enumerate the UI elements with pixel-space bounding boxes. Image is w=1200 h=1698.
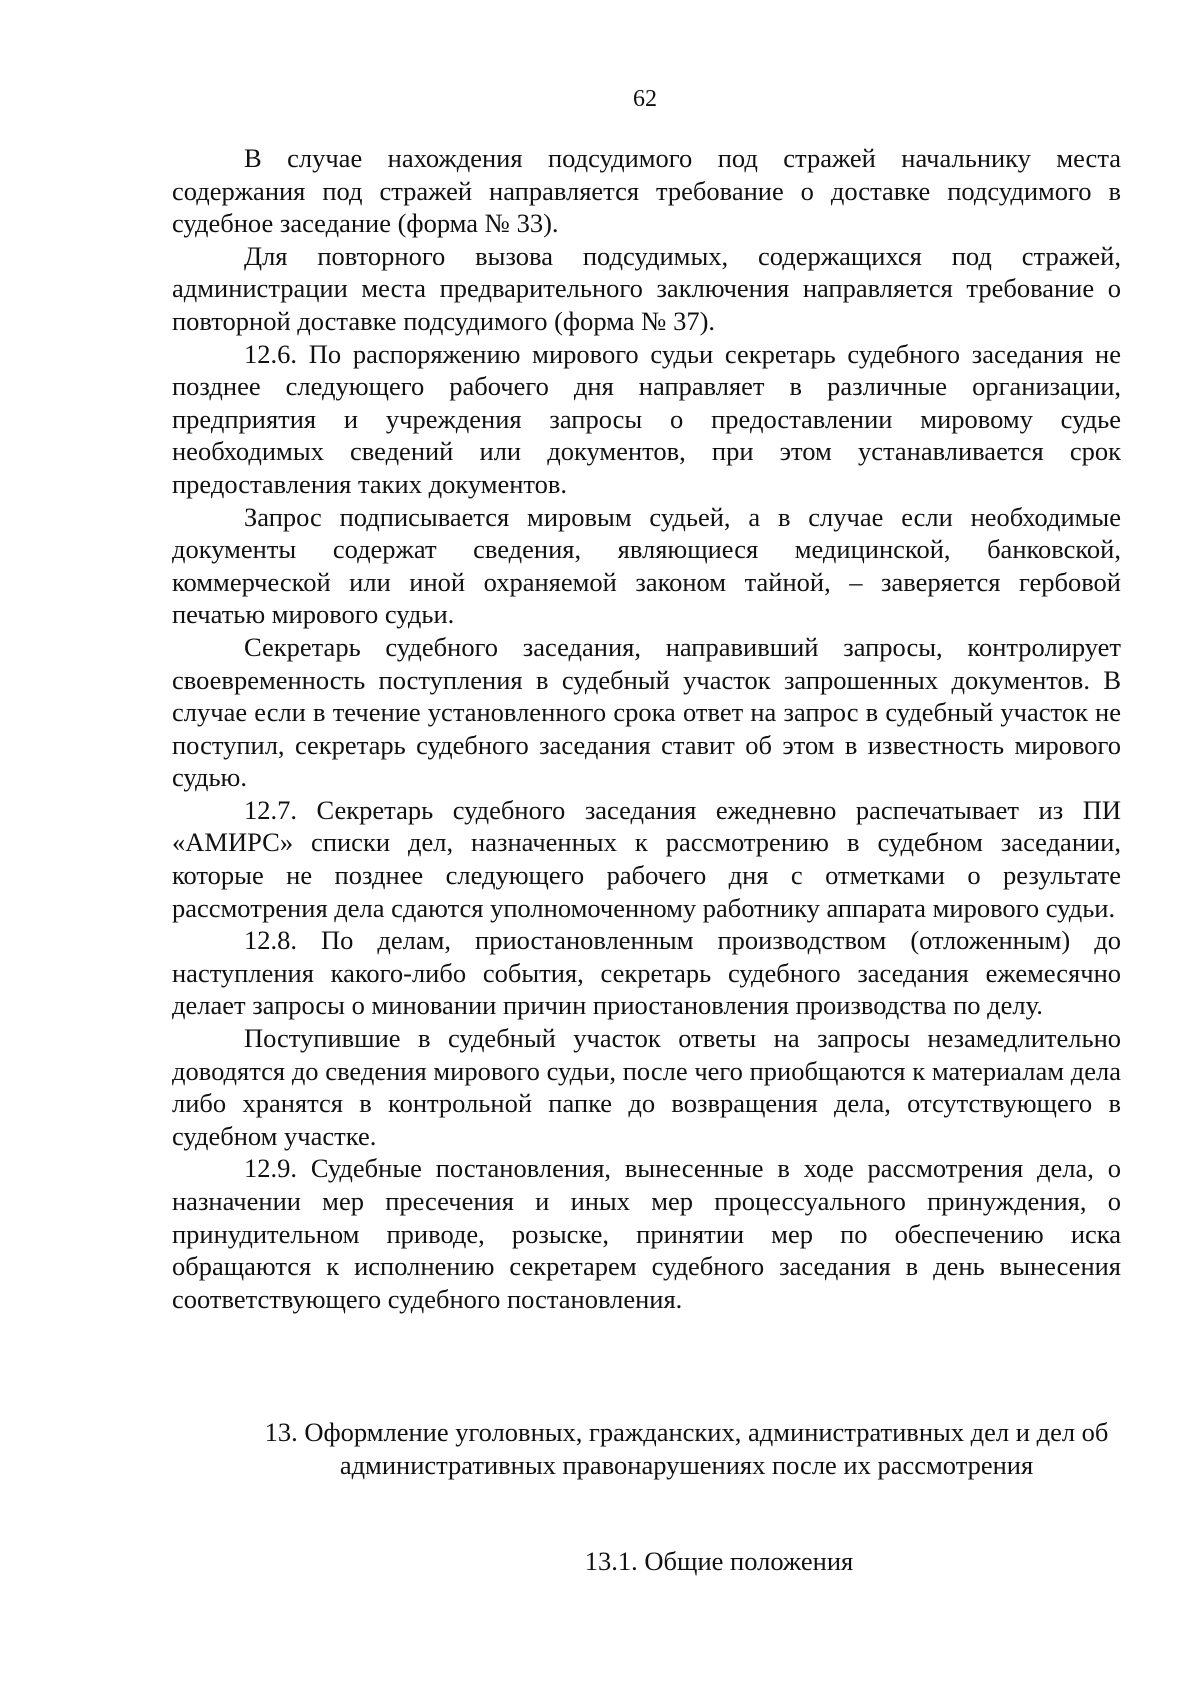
paragraph-12-8: 12.8. По делам, приостановленным производством (отложенным) до наступления какого-либо события, секретарь судебного заседания ежемесячно делает запросы о миновании причин приостановления производства по делу. [172, 925, 1121, 1021]
paragraph-12-7: 12.7. Секретарь судебного заседания ежедневно распечатывает из ПИ «АМИРС» списки дел, назначенных к рассмотрению в судебном заседании, которые не позднее следующего рабочего дня с отметками о результате рассмотрения дела сдаются уполномоченному работнику аппарата мирового судьи. [172, 794, 1121, 923]
paragraph-defendant-custody: В случае нахождения подсудимого под стражей начальнику места содержания под стражей направляется требование о доставке подсудимого в судебное заседание (форма № 33). [172, 143, 1121, 239]
subsection-heading: 13.1. Общие положения [584, 1546, 854, 1576]
paragraph-secretary-control: Секретарь судебного заседания, направивший запросы, контролирует своевременность поступления в судебный участок запрошенных документов. В случае если в течение установленного срока ответ на запрос в судебный участок не поступил, секретарь судебного заседания ставит об этом в известность мирового судью. [172, 631, 1121, 793]
paragraph-responses: Поступившие в судебный участок ответы на запросы незамедлительно доводятся до сведения мирового судьи, после чего приобщаются к материалам дела либо хранятся в контрольной папке до возвращения дела, отсутствующего в судебном участке. [172, 1023, 1121, 1151]
paragraph-12-6: 12.6. По распоряжению мирового судьи секретарь судебного заседания не позднее следующего рабочего дня направляет в различные организации, предприятия и учреждения запросы о предоставлении мировому судье необходимых сведений или документов, при этом устанавливается срок предоставления таких документов. [172, 338, 1121, 499]
body-text [172, 142, 1121, 1315]
paragraph-repeat-summons: Для повторного вызова подсудимых, содержащихся под стражей, администрации места предварительного заключения направляется требование о повторной доставке подсудимого (форма № 37). [172, 240, 1121, 336]
paragraph-12-9: 12.9. Судебные постановления, вынесенные в ходе рассмотрения дела, о назначении мер пресечения и иных мер процессуального принуждения, о принудительном приводе, розыске, принятии мер по обеспечению иска обращаются к исполнению секретарем судебного заседания в день вынесения соответствующего судебного постановления. [172, 1153, 1121, 1314]
page-number: 62 [633, 86, 657, 112]
paragraph-request-signature: Запрос подписывается мировым судьей, а в случае если необходимые документы содержат сведения, являющиеся медицинской, банковской, коммерческой или иной охраняемой законом тайной, – заверяется гербовой печатью мирового судьи. [172, 501, 1121, 630]
section-heading: 13. Оформление уголовных, гражданских, административных дел и дел об административных правонарушениях после их рассмотрения [264, 1417, 1109, 1480]
